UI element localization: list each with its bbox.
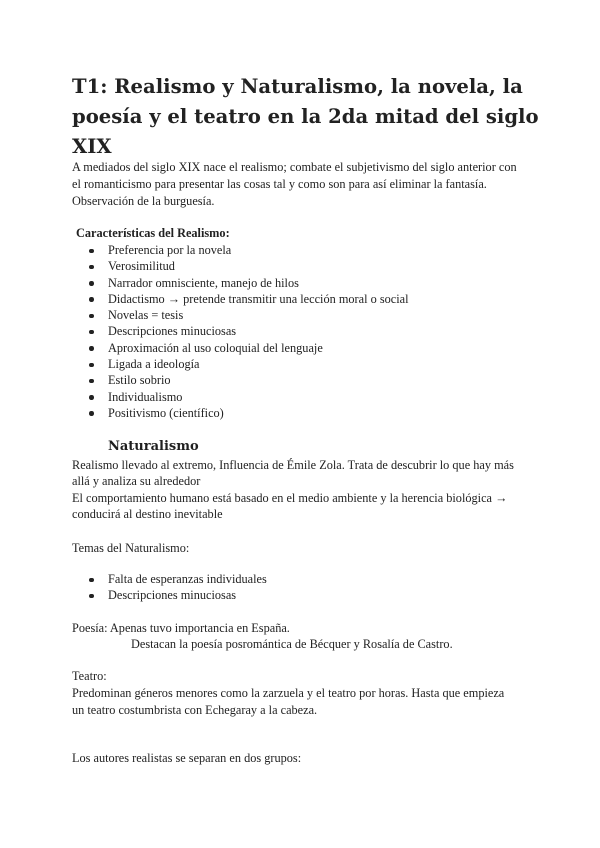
realismo-list bbox=[72, 242, 409, 421]
list-item: Didactismo → pretende transmitir una lección moral o social bbox=[72, 291, 409, 307]
list-item: Positivismo (científico) bbox=[72, 405, 409, 421]
naturalismo-line-4: conducirá al destino inevitable bbox=[72, 507, 223, 521]
naturalismo-line-3: El comportamiento humano está basado en el medio ambiente y la herencia biológica → bbox=[72, 491, 508, 505]
list-item: Preferencia por la novela bbox=[72, 242, 409, 258]
list-item: Estilo sobrio bbox=[72, 372, 409, 388]
list-item: Descripciones minuciosas bbox=[72, 587, 267, 603]
intro-line-3: Observación de la burguesía. bbox=[72, 194, 215, 208]
list-item: Individualismo bbox=[72, 389, 409, 405]
list-item: Ligada a ideología bbox=[72, 356, 409, 372]
naturalismo-line-2: allá y analiza su alrededor bbox=[72, 474, 201, 488]
list-item: Descripciones minuciosas bbox=[72, 323, 409, 339]
teatro-line-1: Predominan géneros menores como la zarzuela y el teatro por horas. Hasta que empieza bbox=[72, 686, 505, 700]
list-item: Narrador omnisciente, manejo de hilos bbox=[72, 275, 409, 291]
autores-line-1: Los autores realistas se separan en dos grupos: bbox=[72, 751, 302, 765]
page-title: T1: Realismo y Naturalismo, la novela, la poesía y el teatro en la 2da mitad del siglo XIX bbox=[72, 75, 539, 158]
list-item: Falta de esperanzas individuales bbox=[72, 571, 267, 587]
intro-line-1: A mediados del siglo XIX nace el realismo; combate el subjetivismo del siglo anterior con bbox=[72, 160, 517, 174]
list-item: Aproximación al uso coloquial del lenguaje bbox=[72, 340, 409, 356]
list-item: Novelas = tesis bbox=[72, 307, 409, 323]
poesia-line-1: Poesía: Apenas tuvo importancia en España. bbox=[72, 621, 290, 635]
naturalismo-line-1: Realismo llevado al extremo, Influencia de Émile Zola. Trata de descubrir lo que hay más bbox=[72, 458, 514, 472]
poesia-line-2: Destacan la poesía posromántica de Bécquer y Rosalía de Castro. bbox=[131, 637, 453, 651]
intro-line-2: el romanticismo para presentar las cosas tal y como son para así eliminar la fantasía. bbox=[72, 177, 487, 191]
realismo-heading: Características del Realismo: bbox=[76, 226, 230, 240]
temas-label: Temas del Naturalismo: bbox=[72, 541, 190, 555]
temas-list bbox=[72, 571, 267, 604]
teatro-label: Teatro: bbox=[72, 669, 107, 683]
teatro-line-2: un teatro costumbrista con Echegaray a la cabeza. bbox=[72, 703, 318, 717]
naturalismo-heading: Naturalismo bbox=[108, 439, 199, 454]
list-item: Verosimilitud bbox=[72, 258, 409, 274]
